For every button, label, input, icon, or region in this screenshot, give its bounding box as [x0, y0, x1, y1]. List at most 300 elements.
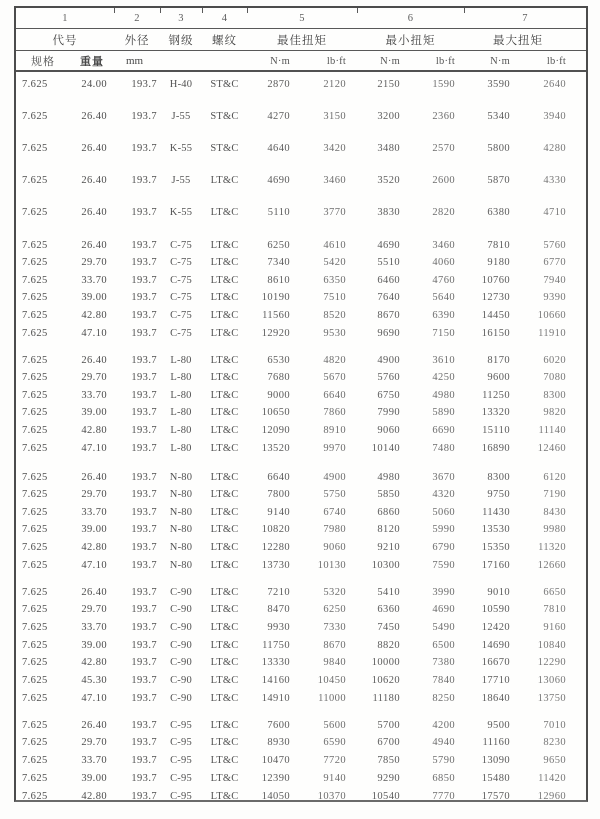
table-row [16, 173, 586, 187]
cell-opt-lbft: 4900 [323, 471, 346, 483]
cell-min-nm: 10140 [371, 442, 400, 454]
cell-opt-nm: 11750 [262, 639, 290, 651]
cell-grade: L-80 [170, 389, 192, 401]
cell-min-lbft: 7840 [432, 674, 455, 686]
cell-min-nm: 4900 [377, 354, 400, 366]
subheader-max-lbft: lb·ft [546, 55, 566, 67]
table-row [16, 585, 586, 599]
cell-max-lbft: 12460 [537, 442, 566, 454]
cell-weight: 26.40 [81, 586, 107, 598]
cell-od: 193.7 [131, 790, 157, 802]
cell-od: 193.7 [131, 110, 157, 122]
cell-thread: LT&C [210, 206, 239, 218]
cell-weight: 42.80 [81, 790, 107, 802]
cell-od: 193.7 [131, 541, 157, 553]
cell-thread: LT&C [210, 657, 239, 669]
cell-min-nm: 6860 [377, 506, 400, 518]
cell-opt-lbft: 4610 [323, 239, 346, 251]
cell-spec: 7.625 [22, 524, 48, 536]
cell-od: 193.7 [131, 407, 157, 419]
cell-max-lbft: 3940 [543, 110, 566, 122]
cell-weight: 39.00 [81, 407, 107, 419]
cell-max-lbft: 7810 [543, 604, 566, 616]
cell-od: 193.7 [131, 206, 157, 218]
cell-thread: LT&C [210, 772, 239, 784]
cell-od: 193.7 [131, 586, 157, 598]
cell-thread: LT&C [210, 471, 239, 483]
table-row [16, 505, 586, 519]
table-row [16, 540, 586, 554]
cell-grade: L-80 [170, 424, 192, 436]
header-code: 代号 [52, 35, 78, 47]
cell-max-lbft: 8300 [543, 389, 566, 401]
cell-weight: 42.80 [81, 657, 107, 669]
cell-thread: LT&C [210, 257, 239, 269]
cell-thread: ST&C [210, 142, 239, 154]
cell-min-nm: 3830 [377, 206, 400, 218]
column-number: 5 [299, 12, 305, 24]
table-row [16, 523, 586, 537]
cell-min-lbft: 5790 [432, 755, 455, 766]
cell-min-nm: 3200 [377, 110, 400, 122]
cell-grade: N-80 [169, 489, 193, 501]
cell-max-lbft: 10840 [537, 639, 566, 651]
cell-opt-lbft: 7720 [323, 755, 346, 766]
cell-opt-lbft: 10130 [317, 559, 346, 571]
cell-min-lbft: 7590 [432, 559, 455, 571]
cell-min-nm: 7990 [377, 407, 400, 419]
subheader-opt-nm: N·m [270, 55, 290, 67]
cell-od: 193.7 [131, 354, 157, 366]
cell-spec: 7.625 [22, 257, 48, 269]
cell-od: 193.7 [131, 471, 157, 483]
cell-grade: C-90 [170, 586, 192, 598]
cell-od: 193.7 [131, 372, 157, 384]
cell-weight: 33.70 [81, 755, 107, 766]
cell-spec: 7.625 [22, 719, 48, 731]
cell-spec: 7.625 [22, 292, 48, 304]
cell-thread: LT&C [210, 389, 239, 401]
cell-spec: 7.625 [22, 471, 48, 483]
table-row [16, 256, 586, 270]
table-row [16, 308, 586, 322]
cell-min-lbft: 4940 [432, 737, 455, 749]
cell-opt-nm: 7340 [267, 257, 290, 269]
cell-opt-nm: 10650 [261, 407, 290, 419]
table-row [16, 754, 586, 768]
cell-od: 193.7 [131, 142, 157, 154]
cell-od: 193.7 [131, 257, 157, 269]
cell-max-lbft: 7190 [543, 489, 566, 501]
cell-spec: 7.625 [22, 354, 48, 366]
cell-max-lbft: 8230 [543, 737, 566, 749]
cell-od: 193.7 [131, 639, 157, 651]
cell-spec: 7.625 [22, 489, 48, 501]
cell-max-nm: 3590 [487, 78, 510, 90]
cell-opt-nm: 5110 [267, 206, 290, 218]
table-row [16, 423, 586, 437]
table-row [16, 326, 586, 340]
cell-spec: 7.625 [22, 78, 48, 90]
cell-grade: N-80 [169, 541, 193, 553]
cell-max-nm: 9180 [487, 257, 510, 269]
cell-max-lbft: 11140 [538, 424, 566, 436]
cell-thread: LT&C [210, 541, 239, 553]
cell-weight: 47.10 [81, 442, 107, 454]
cell-spec: 7.625 [22, 110, 48, 122]
cell-min-nm: 9690 [377, 327, 400, 339]
cell-opt-lbft: 7860 [323, 407, 346, 419]
cell-grade: N-80 [169, 524, 193, 536]
cell-thread: LT&C [210, 274, 239, 286]
cell-min-nm: 6750 [377, 389, 400, 401]
cell-opt-lbft: 5320 [323, 586, 346, 598]
cell-weight: 33.70 [81, 389, 107, 401]
cell-opt-nm: 4270 [267, 110, 290, 122]
cell-min-nm: 5760 [377, 372, 400, 384]
cell-opt-nm: 9140 [267, 506, 290, 518]
cell-min-nm: 5700 [377, 719, 400, 731]
cell-thread: LT&C [210, 424, 239, 436]
cell-max-lbft: 8430 [543, 506, 566, 518]
cell-weight: 33.70 [81, 621, 107, 633]
cell-min-lbft: 4760 [432, 274, 455, 286]
cell-min-nm: 4690 [377, 239, 400, 251]
cell-weight: 29.70 [81, 257, 107, 269]
cell-max-nm: 9500 [487, 719, 510, 731]
cell-max-nm: 7810 [487, 239, 510, 251]
cell-max-nm: 9010 [487, 586, 510, 598]
table-row [16, 205, 586, 219]
cell-opt-nm: 8930 [267, 737, 290, 749]
cell-max-lbft: 11420 [538, 772, 566, 784]
cell-thread: LT&C [210, 506, 239, 518]
cell-min-lbft: 5640 [432, 292, 455, 304]
cell-max-lbft: 12660 [537, 559, 566, 571]
cell-spec: 7.625 [22, 772, 48, 784]
cell-min-lbft: 4250 [432, 372, 455, 384]
cell-opt-nm: 11560 [262, 309, 290, 321]
cell-max-lbft: 11320 [538, 541, 566, 553]
table-row [16, 558, 586, 572]
cell-max-nm: 13320 [481, 407, 510, 419]
cell-opt-lbft: 6740 [323, 506, 346, 518]
cell-opt-lbft: 4820 [323, 354, 346, 366]
cell-min-nm: 6460 [377, 274, 400, 286]
cell-spec: 7.625 [22, 174, 48, 186]
cell-grade: N-80 [169, 506, 193, 518]
cell-opt-lbft: 7510 [323, 292, 346, 304]
cell-od: 193.7 [131, 719, 157, 731]
cell-max-nm: 16890 [481, 442, 510, 454]
cell-weight: 47.10 [81, 559, 107, 571]
table-row [16, 603, 586, 617]
cell-od: 193.7 [131, 292, 157, 304]
cell-opt-nm: 6530 [267, 354, 290, 366]
cell-opt-lbft: 10450 [317, 674, 346, 686]
cell-od: 193.7 [131, 424, 157, 436]
header-min-torque: 最小扭矩 [385, 35, 436, 47]
cell-od: 193.7 [131, 309, 157, 321]
cell-min-nm: 6700 [377, 737, 400, 749]
cell-weight: 26.40 [81, 142, 107, 154]
cell-max-nm: 14450 [481, 309, 510, 321]
cell-weight: 26.40 [81, 354, 107, 366]
cell-thread: LT&C [210, 442, 239, 454]
cell-opt-nm: 6250 [267, 239, 290, 251]
cell-min-lbft: 2360 [432, 110, 455, 122]
cell-max-nm: 10760 [481, 274, 510, 286]
cell-grade: C-95 [170, 719, 192, 731]
cell-thread: LT&C [210, 586, 239, 598]
cell-thread: LT&C [210, 407, 239, 419]
cell-opt-nm: 2870 [267, 78, 290, 90]
cell-od: 193.7 [131, 524, 157, 536]
cell-max-nm: 16150 [481, 327, 510, 339]
cell-max-lbft: 4710 [543, 206, 566, 218]
cell-grade: K-55 [169, 142, 193, 154]
cell-thread: LT&C [210, 309, 239, 321]
cell-max-nm: 15350 [481, 541, 510, 553]
cell-min-nm: 9290 [377, 772, 400, 784]
cell-thread: LT&C [210, 524, 239, 536]
cell-max-nm: 11430 [482, 506, 510, 518]
cell-thread: LT&C [210, 621, 239, 633]
cell-opt-nm: 14050 [261, 790, 290, 802]
table-row [16, 441, 586, 455]
cell-weight: 47.10 [81, 327, 107, 339]
subheader-min-nm: N·m [380, 55, 400, 67]
cell-weight: 24.00 [81, 78, 107, 90]
cell-thread: LT&C [210, 327, 239, 339]
cell-grade: H-40 [169, 78, 193, 90]
cell-max-lbft: 7940 [543, 274, 566, 286]
cell-grade: C-95 [170, 755, 192, 766]
cell-weight: 39.00 [81, 772, 107, 784]
cell-od: 193.7 [131, 755, 157, 766]
cell-max-nm: 9600 [487, 372, 510, 384]
cell-opt-lbft: 3770 [323, 206, 346, 218]
cell-opt-lbft: 7980 [323, 524, 346, 536]
cell-max-nm: 5800 [487, 142, 510, 154]
subheader-opt-lbft: lb·ft [326, 55, 346, 67]
column-number: 4 [221, 12, 228, 24]
cell-opt-nm: 4690 [267, 174, 290, 186]
cell-min-nm: 5850 [377, 489, 400, 501]
header-thread: 螺纹 [212, 35, 237, 47]
cell-opt-lbft: 9970 [323, 442, 346, 454]
cell-max-lbft: 9980 [543, 524, 566, 536]
cell-min-nm: 3520 [377, 174, 400, 186]
cell-max-lbft: 4280 [543, 142, 566, 154]
cell-opt-lbft: 3150 [323, 110, 346, 122]
subheader-spec: 规格 [31, 56, 55, 68]
cell-weight: 33.70 [81, 274, 107, 286]
cell-max-lbft: 7080 [543, 372, 566, 384]
cell-od: 193.7 [131, 737, 157, 749]
cell-min-nm: 4980 [377, 471, 400, 483]
cell-min-nm: 8120 [377, 524, 400, 536]
table-row [16, 77, 586, 91]
torque-spec-table [14, 6, 588, 802]
table-row [16, 273, 586, 287]
cell-spec: 7.625 [22, 674, 48, 686]
cell-weight: 42.80 [81, 424, 107, 436]
column-number: 6 [407, 12, 414, 24]
table-row [16, 291, 586, 305]
table-row [16, 656, 586, 670]
cell-min-lbft: 3460 [432, 239, 455, 251]
cell-opt-nm: 12280 [261, 541, 290, 553]
cell-opt-lbft: 10370 [317, 790, 346, 802]
cell-max-nm: 5340 [487, 110, 510, 122]
cell-opt-lbft: 5750 [323, 489, 346, 501]
cell-thread: ST&C [210, 110, 239, 122]
cell-max-lbft: 12960 [537, 790, 566, 802]
cell-od: 193.7 [131, 489, 157, 501]
cell-min-lbft: 2570 [432, 142, 455, 154]
cell-thread: LT&C [210, 692, 239, 704]
cell-grade: J-55 [171, 110, 191, 122]
cell-opt-nm: 13520 [261, 442, 290, 454]
cell-opt-lbft: 5600 [323, 719, 346, 731]
cell-max-nm: 14690 [481, 639, 510, 651]
cell-od: 193.7 [131, 78, 157, 90]
cell-opt-nm: 13730 [261, 559, 290, 571]
cell-max-nm: 17710 [481, 674, 510, 686]
cell-weight: 39.00 [81, 292, 107, 304]
cell-opt-nm: 7210 [267, 586, 290, 598]
cell-od: 193.7 [131, 174, 157, 186]
header-max-torque: 最大扭矩 [493, 35, 543, 47]
table-row [16, 109, 586, 123]
cell-opt-lbft: 8910 [323, 424, 346, 436]
cell-opt-nm: 13330 [261, 657, 290, 669]
cell-min-lbft: 3610 [432, 354, 455, 366]
cell-grade: L-80 [170, 442, 192, 454]
cell-max-nm: 9750 [487, 489, 510, 501]
cell-thread: LT&C [210, 719, 239, 731]
column-number-row [16, 8, 586, 29]
table-row [16, 141, 586, 155]
cell-spec: 7.625 [22, 541, 48, 553]
cell-min-nm: 10620 [371, 674, 400, 686]
table-row [16, 771, 586, 785]
cell-min-nm: 5510 [377, 257, 400, 269]
cell-thread: LT&C [210, 174, 239, 186]
group-header-row [16, 30, 586, 51]
cell-min-nm: 11180 [372, 692, 400, 704]
cell-weight: 29.70 [81, 604, 107, 616]
column-number: 1 [62, 12, 68, 24]
cell-weight: 42.80 [81, 541, 107, 553]
cell-weight: 26.40 [81, 471, 107, 483]
cell-grade: C-90 [170, 692, 192, 704]
cell-min-lbft: 6500 [432, 639, 455, 651]
cell-opt-nm: 14910 [261, 692, 290, 704]
cell-opt-nm: 7600 [267, 719, 290, 731]
cell-spec: 7.625 [22, 424, 48, 436]
cell-grade: L-80 [170, 407, 192, 419]
cell-max-nm: 13090 [481, 755, 510, 766]
cell-max-nm: 11160 [482, 737, 510, 749]
cell-thread: LT&C [210, 639, 239, 651]
cell-od: 193.7 [131, 327, 157, 339]
cell-spec: 7.625 [22, 206, 48, 218]
cell-min-lbft: 7770 [432, 790, 455, 802]
subheader-weight: 重量 [80, 56, 104, 68]
cell-weight: 42.80 [81, 309, 107, 321]
cell-grade: C-75 [170, 292, 192, 304]
cell-max-nm: 18640 [481, 692, 510, 704]
cell-max-lbft: 9160 [543, 621, 566, 633]
table-row [16, 638, 586, 652]
cell-weight: 26.40 [81, 719, 107, 731]
header-optimal-torque: 最佳扭矩 [277, 35, 327, 47]
cell-thread: LT&C [210, 559, 239, 571]
table-row [16, 406, 586, 420]
cell-max-nm: 15110 [482, 424, 510, 436]
cell-min-nm: 2150 [377, 78, 400, 90]
column-number: 7 [522, 12, 528, 24]
cell-min-lbft: 8250 [432, 692, 455, 704]
cell-max-lbft: 12290 [537, 657, 566, 669]
cell-opt-lbft: 9060 [323, 541, 346, 553]
subheader-min-lbft: lb·ft [435, 55, 455, 67]
cell-spec: 7.625 [22, 142, 48, 154]
sub-header-row [16, 52, 586, 72]
cell-min-lbft: 4320 [432, 489, 455, 501]
header-steel-grade: 钢级 [168, 35, 194, 47]
table-row [16, 718, 586, 732]
subheader-max-nm: N·m [490, 55, 510, 67]
cell-opt-nm: 8470 [267, 604, 290, 616]
cell-weight: 39.00 [81, 639, 107, 651]
cell-opt-nm: 9000 [267, 389, 290, 401]
table-row [16, 789, 586, 803]
cell-min-nm: 10000 [371, 657, 400, 669]
cell-max-nm: 10590 [481, 604, 510, 616]
cell-opt-nm: 10470 [261, 755, 290, 766]
cell-thread: LT&C [210, 372, 239, 384]
cell-od: 193.7 [131, 506, 157, 518]
cell-opt-nm: 10820 [261, 524, 290, 536]
cell-od: 193.7 [131, 389, 157, 401]
cell-spec: 7.625 [22, 407, 48, 419]
cell-od: 193.7 [131, 674, 157, 686]
cell-max-lbft: 13060 [537, 674, 566, 686]
cell-grade: C-75 [170, 309, 192, 321]
cell-weight: 29.70 [81, 737, 107, 749]
cell-thread: LT&C [210, 755, 239, 766]
table-row [16, 371, 586, 385]
cell-min-lbft: 3990 [432, 586, 455, 598]
cell-max-lbft: 6770 [543, 257, 566, 269]
table-row [16, 620, 586, 634]
cell-spec: 7.625 [22, 442, 48, 454]
cell-opt-nm: 7800 [267, 489, 290, 501]
cell-max-nm: 17160 [481, 559, 510, 571]
cell-spec: 7.625 [22, 621, 48, 633]
cell-max-lbft: 6120 [543, 471, 566, 483]
cell-spec: 7.625 [22, 692, 48, 704]
cell-max-nm: 11250 [482, 389, 510, 401]
table-row [16, 353, 586, 367]
table-row [16, 691, 586, 705]
cell-thread: LT&C [210, 292, 239, 304]
cell-od: 193.7 [131, 621, 157, 633]
cell-opt-lbft: 5670 [323, 372, 346, 384]
